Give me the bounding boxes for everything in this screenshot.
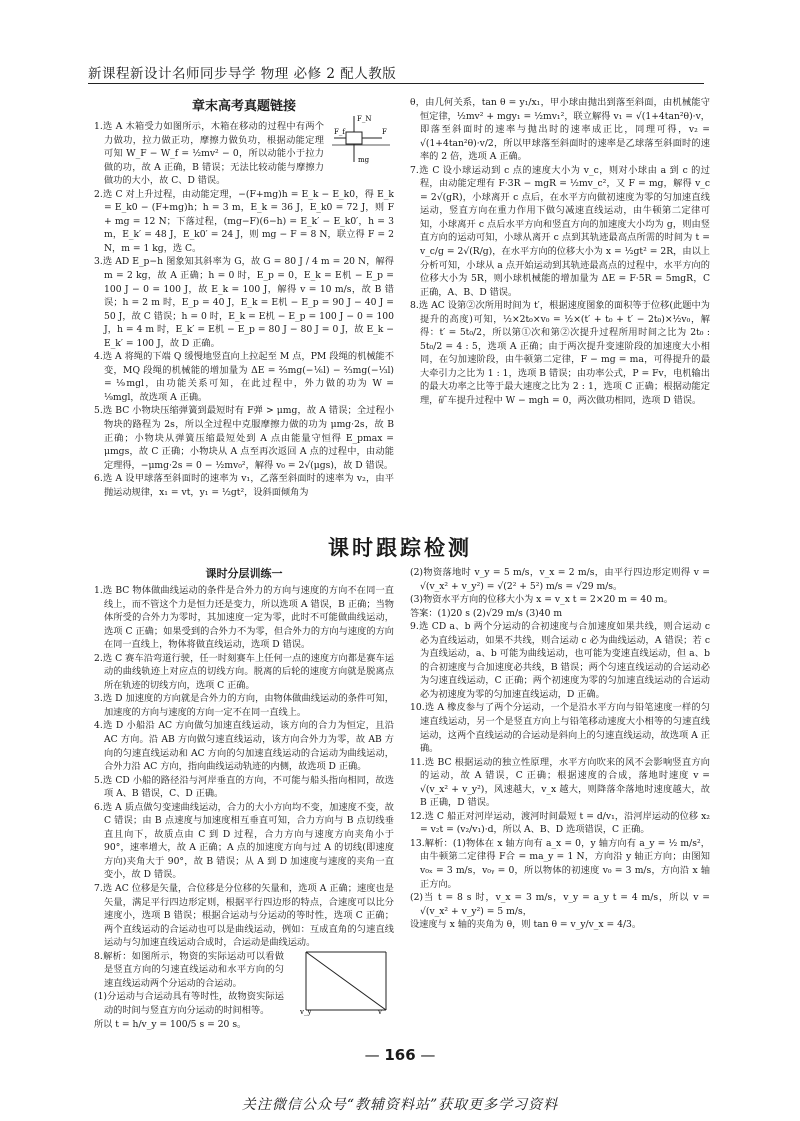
section-title: 课时跟踪检测 <box>328 536 472 560</box>
answer-item: 答案：(1)20 s (2)√29 m/s (3)40 m <box>410 607 563 619</box>
answer-item: (2)物资落地时 v_y = 5 m/s，v_x = 2 m/s，由平行四边形定则得 v = √(v_x² + v_y²) = √(2² + 5²) m/s = √29 m/s。 <box>410 567 710 592</box>
box-shape <box>346 132 362 144</box>
answer-item: 5.选 CD 小船的路径沿与河岸垂直的方向，不可能与船头指向相同，故选项 A、B 错误，C、D 正确。 <box>94 774 394 800</box>
answer-item: 7.选 AC 位移是矢量，合位移是分位移的矢量和，选项 A 正确；速度也是矢量，满足平行四边形定则，根据平行四边形的特点，合速度可以比分速度小，选项 B 错误；根据合运动与分运动的等时性，选项 C 正确；两个直线运动的合运动也可以是曲线运动，例如：互成直角的匀速直线运动与匀加速直线运动合成时，合运动是曲线运动。 <box>94 883 394 949</box>
label-fn: F_N <box>357 115 372 123</box>
answer-item: 13.解析：(1)物体在 x 轴方向有 a_x = 0，y 轴方向有 a_y = ½ m/s²，由牛顿第二定律得 F合 = ma_y = 1 N，方向沿 y 轴正方向；由图知 v₀ₓ = 3 m/s，v₀ᵧ = 0，所以物体的初速度 v₀ = 3 m/s，方向沿 x 轴正方向。 <box>410 837 710 890</box>
answer-item: (2)当 t = 8 s 时，v_x = 3 m/s，v_y = a_y t = 4 m/s，所以 v = √(v_x² + v_y²) = 5 m/s， <box>410 892 710 917</box>
answer-item: 1.选 BC 物体做曲线运动的条件是合外力的方向与速度的方向不在同一直线上，而不管这个力是恒力还是变力，所以选项 A 错误，B 正确；当物体所受的合外力为零时，其加速度一定为零，此时不可能做曲线运动，选项 C 正确；如果受到的合外力不为零，但合外力的方向与速度的方向在同一直线上，物体将做直线运动，选项 D 错误。 <box>94 585 394 651</box>
answer-item: (3)物资水平方向的位移大小为 x = v_x t = 2×20 m = 40 m。 <box>410 594 673 606</box>
answer-item: 5.选 BC 小物块压缩弹簧到最短时有 F弹 > μmg，故 A 错误；全过程小物块的路程为 2s，所以全过程中克服摩擦力做的功为 μmg·2s，故 B 正确；小物块从弹簧压缩最短处到 A 点由能量守恒得 E_pmax = μmgs，故 C 正确；小物块从 A 点至再次返回 A 点的过程中，由动能定理得，−μmg·2s = 0 − ½mv₀²，解得 v₀ = 2√(μgs)，故 D 错误。 <box>94 405 394 471</box>
answer-item: 3.选 D 加速度的方向就是合外力的方向，由物体做曲线运动的条件可知，加速度的方向与速度的方向一定不在同一直线上。 <box>94 693 394 718</box>
top-right-column <box>410 96 710 521</box>
answer-item: 12.选 C 船正对河岸运动，渡河时间最短 t = d/v₁，沿河岸运动的位移 x₂ = v₂t = (v₂/v₁)·d，所以 A、B、D 选项错误，C 正确。 <box>410 810 710 836</box>
chapter-review-title: 章末高考真题链接 <box>191 99 296 114</box>
label-vy: v_y <box>300 1008 312 1016</box>
answer-item: 所以 t = h/v_y = 100/5 s = 20 s。 <box>94 1018 247 1030</box>
page-header <box>88 62 704 84</box>
label-v: v <box>378 1008 382 1016</box>
answer-item: 2.选 C 赛车沿弯道行驶，任一时刻赛车上任何一点的速度方向都是赛车运动的曲线轨迹上对应点的切线方向。脱离的后轮的速度方向就是脱离点所在轨迹的切线方向，选项 C 正确。 <box>94 652 394 691</box>
label-f: F <box>382 128 387 136</box>
bottom-right-column <box>410 566 710 1040</box>
answer-item: 4.选 A 将绳的下端 Q 缓慢地竖直向上拉起至 M 点，PM 段绳的机械能不变，MQ 段绳的机械能的增加量为 ΔE = ⅔mg(−⅙l) − ⅔mg(−⅓l) = ⅑mgl，由功能关系可知，在此过程中，外力做的功为 W = ⅑mgl，故选项 A 正确。 <box>94 351 394 403</box>
subsection-title: 课时分层训练一 <box>205 567 283 580</box>
answer-item: 9.选 CD a、b 两个分运动的合初速度与合加速度如果共线，则合运动 c 必为直线运动，如果不共线，则合运动 c 必为曲线运动，A 错误；若 c 为直线运动，a、b 可能为曲线运动，也可能为变速直线运动，但 a、b 的合初速度与合加速度必共线，B 错误；两个匀速直线运动的合运动必为匀速直线运动，C 正确；两个初速度为零的匀加速直线运动的合运动必为初速度为零的匀加速直线运动，D 正确。 <box>410 621 710 700</box>
page-number-value: 166 <box>384 1046 416 1064</box>
answer-item: 6.选 A 质点做匀变速曲线运动，合力的大小方向均不变，加速度不变，故 C 错误；由 B 点速度与加速度相互垂直可知，合力方向与 B 点切线垂直且向下，故质点由 C 到 D 过程，合力方向与速度方向夹角小于 90°，速率增大，故 A 正确；A 点的加速度方向与过 A 的切线(即速度方向)夹角大于 90°，故 B 错误；从 A 到 D 加速度与速度的夹角一直变小，故 D 错误。 <box>94 801 394 881</box>
answer-item: 4.选 D 小船沿 AC 方向做匀加速直线运动，该方向的合力为恒定，且沿 AC 方向。沿 AB 方向做匀速直线运动，该方向合外力为零，故 AB 方向的匀速直线运动和 AC 方向的匀加速直线运动的合运动为曲线运动，合外力沿 AC 方向，指向曲线运动轨迹的内侧，故选项 D 正确。 <box>94 720 394 773</box>
footer-notice: 关注微信公众号“教辅资料站”获取更多学习资料 <box>241 1097 559 1113</box>
answer-item: θ，由几何关系，tan θ = y₁/x₁，甲小球由抛出到落至斜面，由机械能守恒定律，½mv² + mgy₁ = ½mv₁²，联立解得 v₁ = √(1+4tan²θ)·v，即落至斜面时的速率与抛出时的速率成正比，同理可得，v₂ = √(1+4tan²θ)·v/2，所以甲球落至斜面时的速率是乙球落至斜面时的速率的 2 倍，选项 A 正确。 <box>410 97 710 163</box>
diagonal-velocity-line <box>306 952 386 1010</box>
answer-item: 3.选 AD E_p−h 图象知其斜率为 G，故 G = 80 J / 4 m = 20 N，解得 m = 2 kg，故 A 正确；h = 0 时，E_p = 0，E_k = E机 − E_p = 100 J − 0 = 100 J，故 E_k = 100 J，解得 v = 10 m/s，故 B 错误；h = 2 m 时，E_p = 40 J，E_k = E机 − E_p = 90 J − 40 J = 50 J，故 C 错误；h = 0 时，E_k = E机 − E_p = 100 J − 0 = 100 J，h = 4 m 时，E_k′ = E机 − E_p = 80 J − 80 J = 0 J，故 E_k − E_k′ = 100 J，故 D 正确。 <box>94 256 394 349</box>
force-diagram <box>330 112 392 168</box>
header-text: 新课程新设计名师同步导学 物理 必修 2 配人教版 <box>88 66 397 82</box>
answer-item: 7.选 C 设小球运动到 c 点的速度大小为 v_c，则对小球由 a 到 c 的过程，由动能定理有 F·3R − mgR = ½mv_c²，又 F = mg，解得 v_c = 2√(gR)，小球离开 c 点后，在水平方向做初速度为零的匀加速直线运动，竖直方向在重力作用下做匀减速直线运动，由牛顿第二定律可知，小球离开 c 点后水平方向和竖直方向的加速度大小均为 g，则由竖直方向的运动可知，小球从离开 c 点到其轨迹最高点所需的时间为 t = v_c/g = 2√(R/g)，在水平方向的位移大小为 x = ½gt² = 2R，由以上分析可知，小球从 a 点开始运动到其轨迹最高点的过程中，水平方向的位移大小为 5R，则小球机械能的增加量为 ΔE = F·5R = 5mgR，C 正确，A、B、D 错误。 <box>410 164 710 298</box>
label-ff: F_f <box>334 128 345 136</box>
velocity-diagram <box>300 948 392 1016</box>
answer-item: 11.选 BC 根据运动的独立性原理，水平方向吹来的风不会影响竖直方向的运动，故 A 错误，C 正确；根据速度的合成，落地时速度 v = √(v_x² + v_y²)，风速越大，v_x 越大，则降落伞落地时速度越大，故 B 正确，D 错误。 <box>410 756 710 809</box>
answer-item: (1)分运动与合运动具有等时性，故物资实际运动的时间与竖直方向分运动的时间相等。 <box>94 991 284 1016</box>
answer-item: 2.选 C 对上升过程，由动能定理，−(F+mg)h = E_k − E_k0，得 E_k = E_k0 − (F+mg)h；h = 3 m，E_k = 36 J，E_k0 = 72 J，则 F + mg = 12 N；下落过程，(mg−F)(6−h) = E_k′ − E_k0′，h = 3 m，E_k′ = 48 J，E_k0′ = 24 J，则 mg − F = 8 N，联立得 F = 2 N，m = 1 kg，选 C。 <box>94 188 394 254</box>
answer-item: 设速度与 x 轴的夹角为 θ，则 tan θ = v_y/v_x = 4/3。 <box>410 919 642 931</box>
answer-item: 6.选 A 设甲球落至斜面时的速率为 v₁，乙落至斜面时的速率为 v₂，由平抛运动规律，x₁ = vt，y₁ = ½gt²，设斜面倾角为 <box>94 473 394 498</box>
label-mg: mg <box>358 156 370 164</box>
answer-item: 10.选 A 橡皮参与了两个分运动，一个是沿水平方向与铅笔速度一样的匀速直线运动，另一个是竖直方向上与铅笔移动速度大小相等的匀速直线运动，这两个直线运动的合运动是斜向上的匀速直线运动，故选项 A 正确。 <box>410 702 710 755</box>
page-number: — 166 — <box>364 1046 436 1064</box>
answer-item: 8.选 AC 设第②次所用时间为 t′，根据速度图象的面积等于位移(此题中为提升的高度)可知，½×2t₀×v₀ = ½×(t′ + t₀ + t′ − 2t₀)×½v₀，解得：t′ = 5t₀/2，所以第①次和第②次提升过程所用时间之比为 2t₀ : 5t₀/2 = 4 : 5，选项 A 正确；由于两次提升变速阶段的加速度大小相同，在匀加速阶段，由牛顿第二定律，F − mg = ma，可得提升的最大牵引力之比为 1 : 1，选项 B 错误；由功率公式，P = Fv，电机输出的最大功率之比等于最大速度之比为 2 : 1，选项 C 正确；根据动能定理，矿车提升过程中 W − mgh = 0，两次做功相同，选项 D 错误。 <box>410 300 710 407</box>
answer-item: 1.选 A 木箱受力如图所示，木箱在移动的过程中有两个力做功，拉力做正功，摩擦力做负功，根据动能定理可知 W_F − W_f = ½mv² − 0，所以动能小于拉力做的功，故 A 正确，B 错误；无法比较动能与摩擦力做功的大小，故 C、D 错误。 <box>94 121 324 187</box>
answer-item: 8.解析：如图所示，物资的实际运动可以看做是竖直方向的匀速直线运动和水平方向的匀速直线运动两个分运动的合运动。 <box>94 950 284 989</box>
